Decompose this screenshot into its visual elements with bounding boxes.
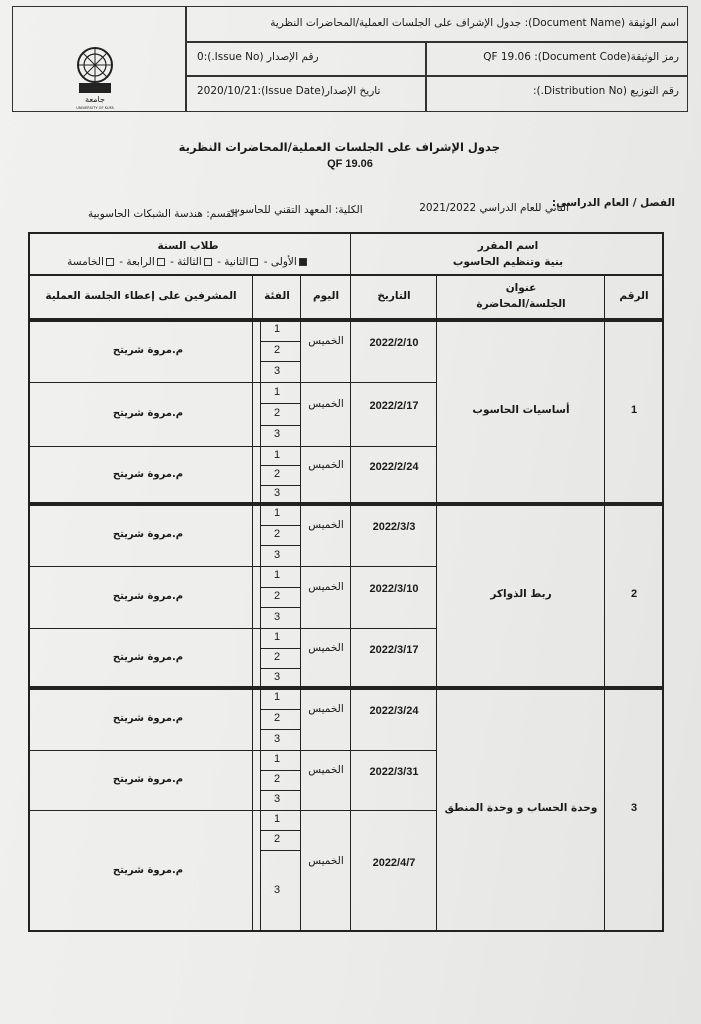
group-number: 3 [273, 732, 281, 745]
session-day: الخميس [308, 703, 344, 715]
page-title: جدول الإشراف على الجلسات العملية/المحاضرات النظرية [178, 140, 500, 154]
col-date: التاريخ [377, 290, 411, 302]
group-number: 1 [273, 323, 281, 336]
group-number: 1 [273, 631, 281, 643]
col-title-1: عنوان [505, 282, 537, 294]
session-day: الخميس [308, 764, 344, 776]
group-number: 2 [273, 344, 281, 356]
session-day: الخميس [308, 519, 344, 531]
year-checkboxes: الأولى - الثانية - الثالثة - الرابعة - الخامسة [38, 256, 338, 268]
supervisor-name: م.مروة شريتح [112, 865, 184, 876]
group-number: 3 [273, 793, 281, 805]
session-title: أساسيات الحاسوب [472, 404, 570, 416]
year-checkbox-first[interactable]: الأولى [271, 256, 309, 268]
group-number: 3 [273, 428, 281, 441]
distribution-no: رقم التوزيع (Distribution No.): [533, 85, 679, 97]
group-number: 1 [273, 691, 281, 704]
schedule-table [28, 232, 664, 932]
students-label: طلاب السنة [157, 240, 219, 252]
doc-code-title: QF 19.06 [327, 158, 373, 170]
group-number: 2 [273, 651, 281, 663]
group-number: 2 [273, 407, 281, 419]
doc-code: رمز الوثيقة(Document Code): QF 19.06 [483, 51, 679, 63]
semester-label: الفصل / العام الدراسي: [551, 197, 675, 209]
group-number: 1 [273, 448, 281, 461]
document-header [12, 6, 688, 112]
session-title: وحدة الحساب و وحدة المنطق [444, 802, 598, 814]
group-number: 1 [273, 385, 281, 398]
session-cell [252, 810, 437, 932]
doc-name: اسم الوثيقة (Document Name): جدول الإشراف على الجلسات العملية/المحاضرات النظرية [270, 17, 679, 29]
group-number: 1 [273, 507, 281, 520]
semester-value: الثاني للعام الدراسي 2021/2022 [419, 202, 569, 214]
session-day: الخميس [308, 581, 344, 593]
session-day: الخميس [308, 642, 344, 654]
group-number: 2 [273, 468, 281, 480]
group-number: 2 [273, 590, 281, 602]
group-number: 3 [273, 364, 281, 377]
session-day: الخميس [308, 398, 344, 410]
course-header-row [28, 232, 664, 276]
group-number: 2 [273, 712, 281, 724]
session-date: 2022/3/31 [369, 766, 419, 778]
year-checkbox-fourth[interactable]: الرابعة [126, 256, 166, 268]
college: الكلية: المعهد التقني للحاسوب [230, 204, 363, 216]
session-day: الخميس [308, 335, 344, 347]
session-title: ربط الذواكر [490, 588, 552, 600]
group-number: 3 [273, 548, 281, 561]
supervisor-name: م.مروة شريتح [112, 713, 184, 724]
group-number: 1 [273, 569, 281, 582]
row-number: 3 [630, 802, 638, 814]
issue-no: رقم الإصدار (Issue No.):0 [197, 51, 319, 63]
group-number: 2 [273, 833, 281, 845]
university-logo [65, 41, 125, 111]
supervisor-name: م.مروة شريتح [112, 529, 184, 540]
supervisor-name: م.مروة شريتح [112, 345, 184, 356]
course-name-value: بنية وتنظيم الحاسوب [452, 256, 564, 268]
row-number: 2 [630, 588, 638, 600]
col-supervisors: المشرفين على إعطاء الجلسة العملية [45, 290, 237, 302]
col-title-2: الجلسة/المحاضرة [476, 298, 566, 310]
group-number: 3 [273, 487, 281, 500]
session-day: الخميس [308, 459, 344, 471]
session-date: 2022/2/10 [369, 337, 419, 349]
session-date: 2022/4/7 [372, 857, 416, 869]
session-date: 2022/3/3 [372, 521, 416, 533]
group-number: 3 [273, 610, 281, 623]
session-day: الخميس [308, 855, 344, 867]
session-date: 2022/3/10 [369, 583, 419, 595]
session-date: 2022/3/17 [369, 644, 419, 656]
year-checkbox-fifth[interactable]: الخامسة [67, 256, 116, 268]
supervisor-name: م.مروة شريتح [112, 774, 184, 785]
svg-text:جامعة: جامعة [85, 95, 105, 104]
col-day: اليوم [312, 290, 340, 302]
group-number: 2 [273, 528, 281, 540]
supervisor-name: م.مروة شريتح [112, 591, 184, 602]
group-number: 3 [273, 884, 281, 896]
row-number: 1 [630, 404, 638, 416]
session-date: 2022/2/24 [369, 461, 419, 473]
group-number: 1 [273, 813, 281, 825]
supervisor-name: م.مروة شريتح [112, 469, 184, 480]
group-number: 1 [273, 753, 281, 765]
group-number: 2 [273, 773, 281, 785]
col-no: الرقم [619, 290, 649, 302]
issue-date: تاريخ الإصدار(Issue Date):2020/10/21 [197, 85, 381, 97]
year-checkbox-second[interactable]: الثانية [224, 256, 260, 268]
session-date: 2022/2/17 [369, 400, 419, 412]
supervisor-name: م.مروة شريتح [112, 408, 184, 419]
group-number: 3 [273, 671, 281, 683]
session-date: 2022/3/24 [369, 705, 419, 717]
department: القسم: هندسة الشبكات الحاسوبية [88, 208, 238, 220]
col-group: الفئة [264, 290, 290, 302]
course-name-label: اسم المقرر [477, 240, 539, 252]
svg-text:UNIVERSITY OF KUFA: UNIVERSITY OF KUFA [76, 106, 114, 110]
year-checkbox-third[interactable]: الثالثة [177, 256, 213, 268]
supervisor-name: م.مروة شريتح [112, 652, 184, 663]
